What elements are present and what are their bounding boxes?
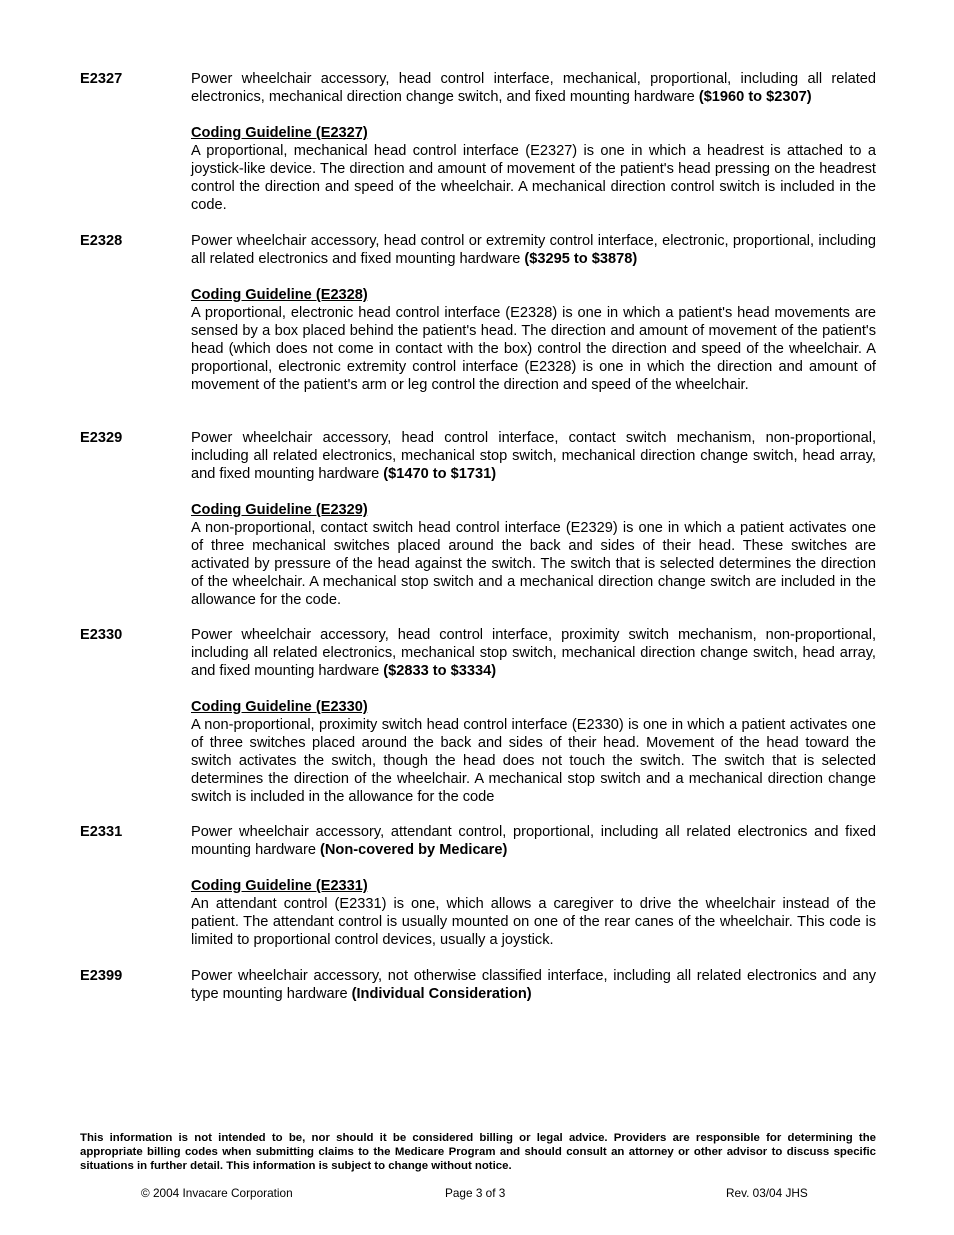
- price-range: ($1960 to $2307): [698, 89, 812, 105]
- guideline-title: Coding Guideline (E2328): [191, 287, 368, 303]
- code-entry-e2328: [80, 232, 876, 394]
- description-text: Power wheelchair accessory, head control interface, mechanical, proportional, including all related electronics, mechanical direction change switch, and fixed mounting hardware: [191, 71, 876, 105]
- price-range: (Individual Consideration): [351, 986, 532, 1002]
- guideline-text: A proportional, mechanical head control interface (E2327) is one in which a headrest is attached to a joystick-like device. The direction and amount of movement of the patient's head pressing on the headrest control the direction and speed of the wheelchair. A mechanical direction control switch is included in the code.: [191, 143, 876, 213]
- price-range: ($1470 to $1731): [383, 466, 497, 482]
- code-entry-e2399: [80, 967, 876, 1003]
- code-entry-e2330: [80, 626, 876, 806]
- coding-guideline: [191, 877, 876, 949]
- guideline-title: Coding Guideline (E2327): [191, 125, 368, 141]
- code-description: [191, 626, 876, 680]
- guideline-text: A non-proportional, contact switch head control interface (E2329) is one in which a patient activates one of three mechanical switches placed around the back and sides of their head. These switches are activated by pressure of the head against the switch. The switch that is selected determines the direction of the wheelchair. A mechanical stop switch and a mechanical direction change switch are included in the allowance for the code.: [191, 520, 876, 608]
- guideline-text: A non-proportional, proximity switch head control interface (E2330) is one in which a patient activates one of three switches placed around the back and sides of their head. Movement of the head toward the switch activates the switch, though the head does not touch the switch. The switch that is selected determines the direction of the wheelchair. A mechanical stop switch and a mechanical direction change switch is included in the allowance for the code: [191, 717, 876, 805]
- code-entry-e2331: [80, 823, 876, 949]
- hcpcs-code: E2327: [80, 71, 123, 87]
- description-text: Power wheelchair accessory, head control or extremity control interface, electronic, proportional, including all related electronics and fixed mounting hardware: [191, 233, 876, 267]
- guideline-title: Coding Guideline (E2330): [191, 699, 368, 715]
- code-description: [191, 823, 876, 859]
- coding-guideline: [191, 698, 876, 806]
- page-number: Page 3 of 3: [445, 1186, 506, 1200]
- price-range: (Non-covered by Medicare): [320, 842, 508, 858]
- guideline-title: Coding Guideline (E2331): [191, 878, 368, 894]
- price-range: ($3295 to $3878): [524, 251, 638, 267]
- description-text: Power wheelchair accessory, not otherwise classified interface, including all related electronics and any type mounting hardware: [191, 968, 876, 1002]
- guideline-text: An attendant control (E2331) is one, which allows a caregiver to drive the wheelchair instead of the patient. The attendant control is usually mounted on one of the rear canes of the wheelchair. This code is limited to proportional control devices, usually a joystick.: [191, 896, 876, 948]
- description-text: Power wheelchair accessory, head control interface, contact switch mechanism, non-proportional, including all related electronics, mechanical stop switch, mechanical direction change switch, head array, and fixed mounting hardware: [191, 430, 876, 482]
- coding-guideline: [191, 286, 876, 394]
- guideline-title: Coding Guideline (E2329): [191, 502, 368, 518]
- hcpcs-code: E2329: [80, 430, 123, 446]
- hcpcs-code: E2399: [80, 968, 123, 984]
- price-range: ($2833 to $3334): [383, 663, 497, 679]
- code-description: [191, 429, 876, 483]
- coding-guideline: [191, 501, 876, 609]
- revision-label: Rev. 03/04 JHS: [726, 1186, 808, 1200]
- legal-disclaimer: This information is not intended to be, nor should it be considered billing or legal advice. Providers are responsible for determining the appropriate billing codes when submitting claims to the Medicare Program and should consult an attorney or other advisor to discuss specific situations in further detail. This information is subject to change without notice.: [80, 1132, 876, 1172]
- coding-guideline: [191, 124, 876, 214]
- copyright-notice: © 2004 Invacare Corporation: [141, 1186, 293, 1200]
- code-description: [191, 967, 876, 1003]
- hcpcs-code: E2328: [80, 233, 123, 249]
- code-entry-e2329: [80, 429, 876, 609]
- guideline-text: A proportional, electronic head control interface (E2328) is one in which a patient's head movements are sensed by a box placed behind the patient's head. The direction and amount of movement of the patient's head (which does not come in contact with the box) control the direction and speed of the wheelchair. A proportional, electronic extremity control interface (E2328) is one in which the direction and amount of movement of the patient's arm or leg control the direction and speed of the wheelchair.: [191, 305, 876, 393]
- code-description: [191, 232, 876, 268]
- code-description: [191, 70, 876, 106]
- hcpcs-code: E2330: [80, 627, 123, 643]
- description-text: Power wheelchair accessory, head control interface, proximity switch mechanism, non-proportional, including all related electronics, mechanical stop switch, mechanical direction change switch, head array, and fixed mounting hardware: [191, 627, 876, 679]
- hcpcs-code: E2331: [80, 824, 123, 840]
- description-text: Power wheelchair accessory, attendant control, proportional, including all related electronics and fixed mounting hardware: [191, 824, 876, 858]
- code-entry-e2327: [80, 70, 876, 214]
